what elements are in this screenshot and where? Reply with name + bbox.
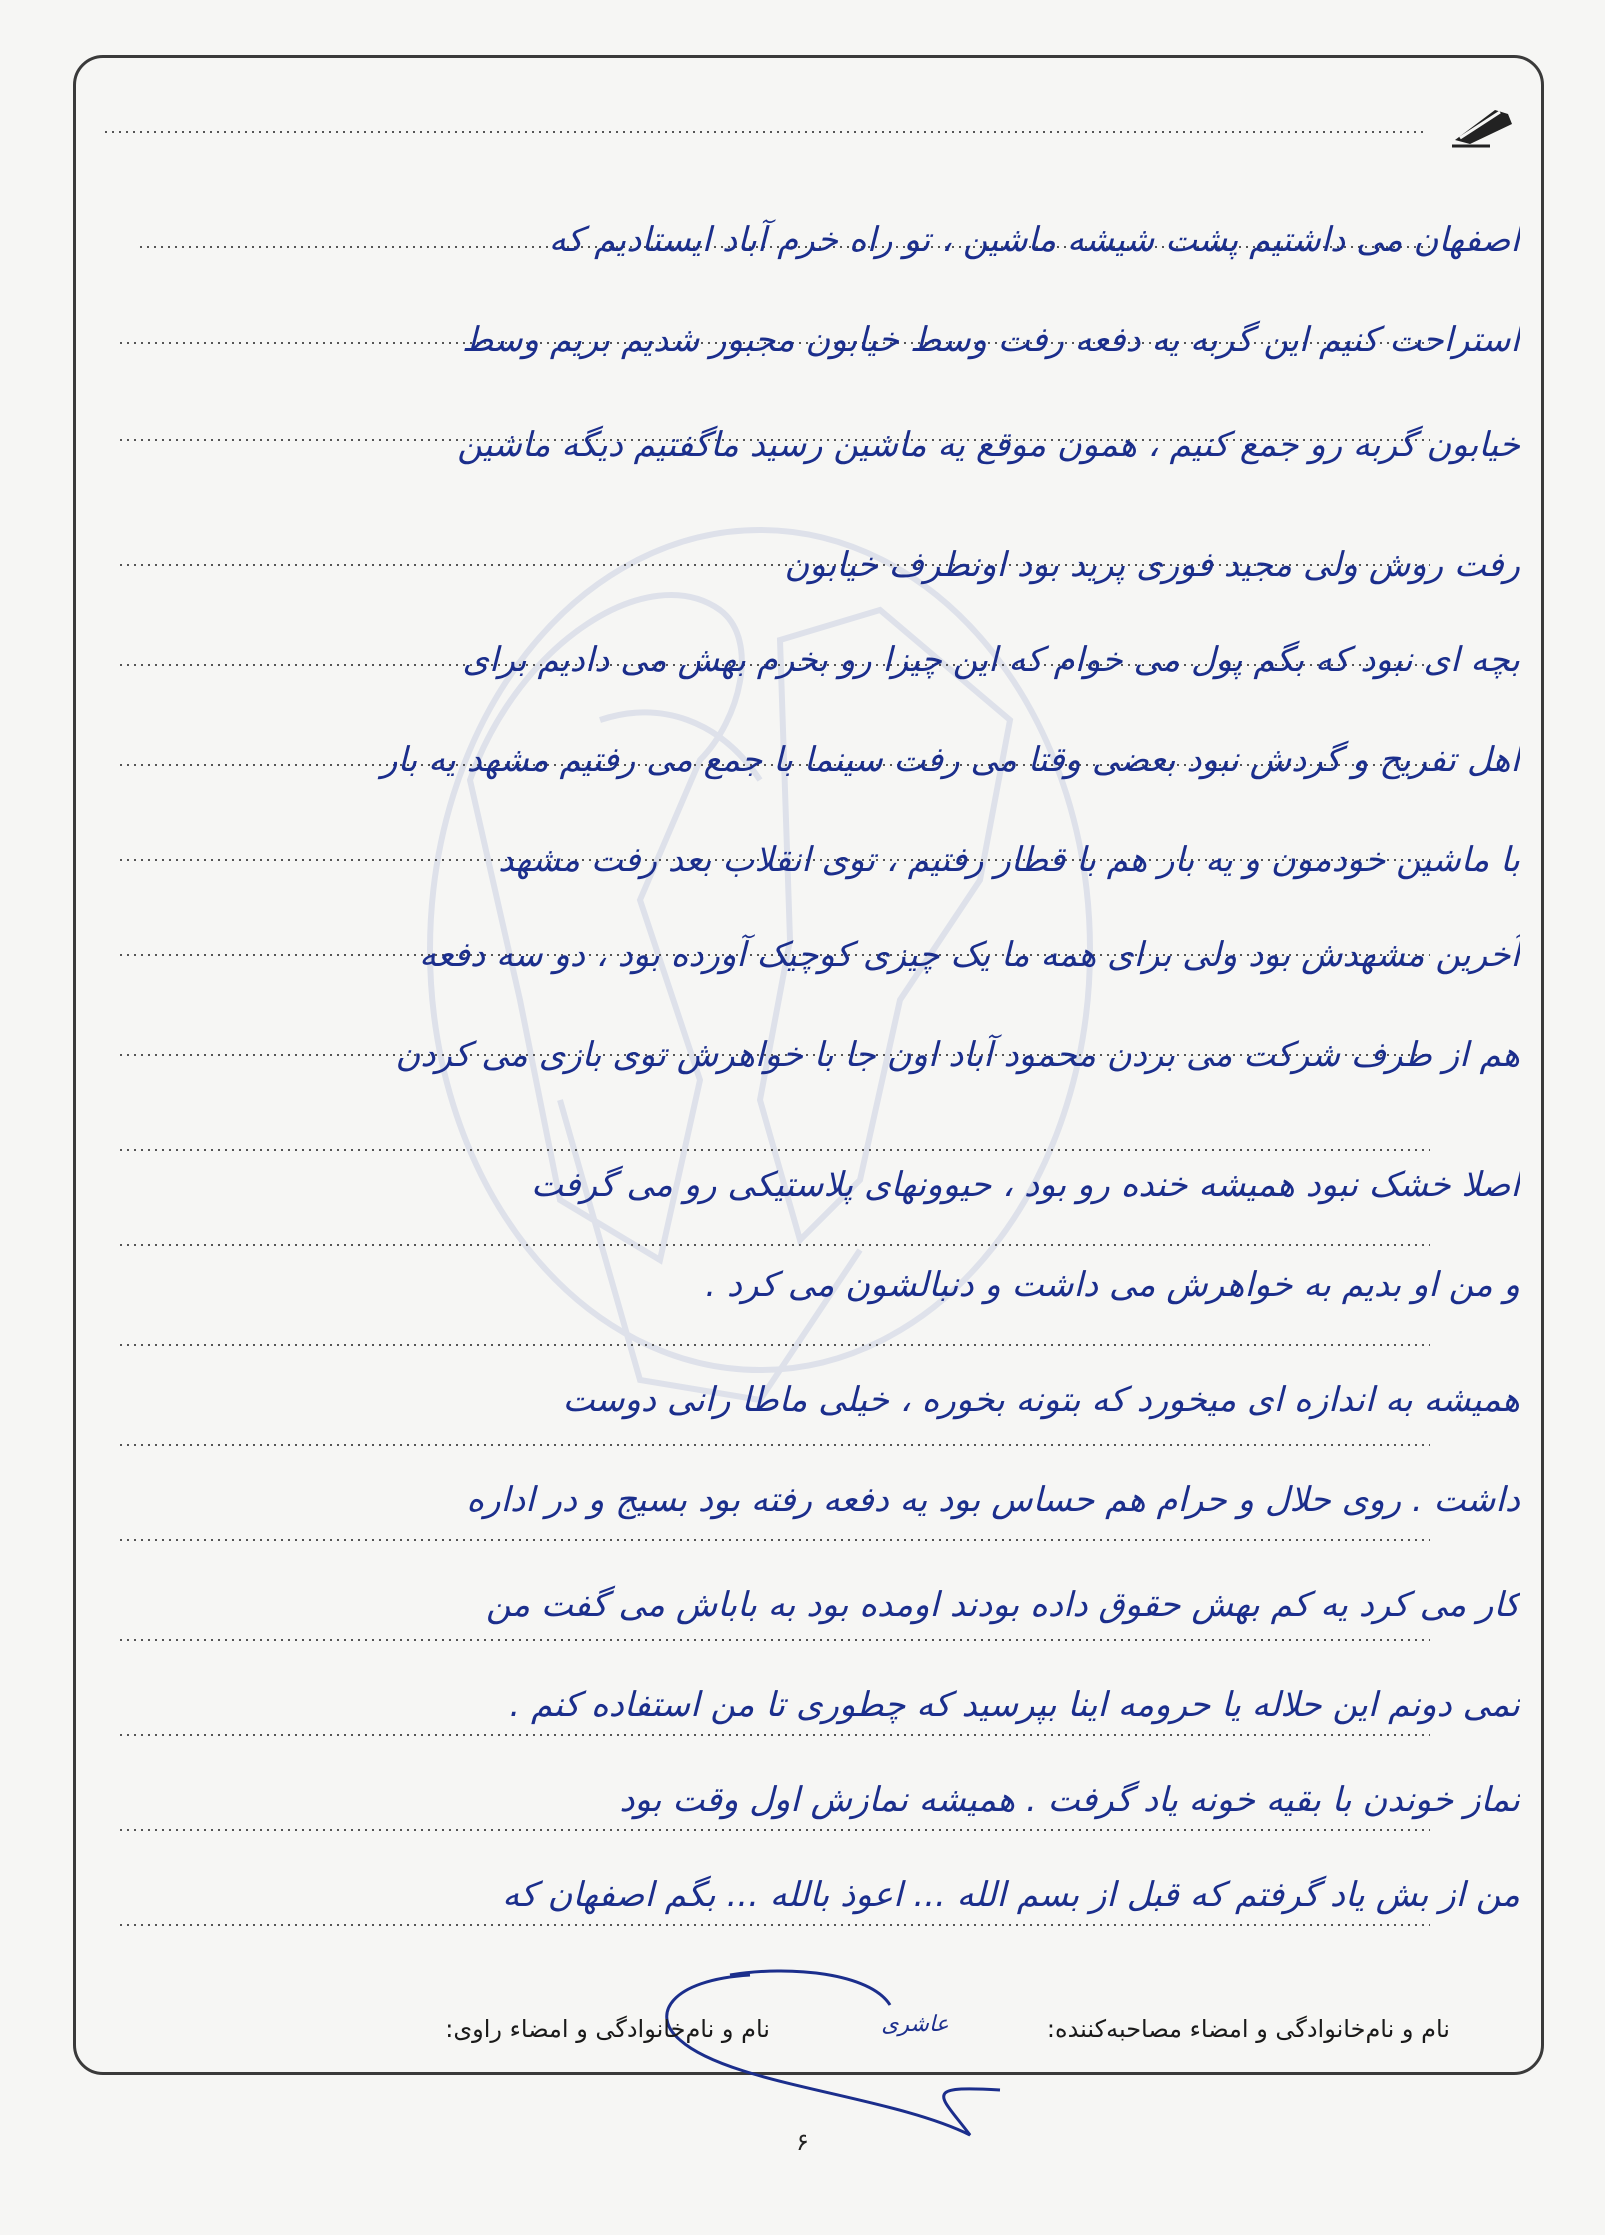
- text-line-7: با ماشین خودمون و یه بار هم با قطار رفتیم ، توی انقلاب بعد رفت مشهد: [498, 840, 1520, 880]
- text-line-14: کار می کرد یه کم بهش حقوق داده بودند اومده بود به باباش می گفت من: [485, 1585, 1520, 1625]
- text-line-11: و من او بدیم به خواهرش می داشت و دنبالشون می کرد .: [705, 1265, 1520, 1305]
- text-line-2: استراحت کنیم این گربه یه دفعه رفت وسط خیابون مجبور شدیم بریم وسط: [461, 320, 1520, 360]
- text-line-5: بچه ای نبود که بگم پول می خوام که این چیزا رو بخرم بهش می دادیم برای: [462, 640, 1520, 680]
- text-line-3: خیابون گربه رو جمع کنیم ، همون موقع یه ماشین رسید ماگفتیم دیگه ماشین: [457, 425, 1520, 465]
- text-line-10: اصلا خشک نبود همیشه خنده رو بود ، حیوونهای پلاستیکی رو می گرفت: [530, 1165, 1520, 1205]
- page-number: ۶: [796, 2128, 809, 2156]
- signature: [640, 1945, 1010, 2145]
- text-line-4: رفت روش ولی مجید فوری پرید بود اونطرف خیابون: [784, 545, 1520, 585]
- text-line-16: نماز خوندن با بقیه خونه یاد گرفت . همیشه نمازش اول وقت بود: [619, 1780, 1520, 1820]
- text-line-15: نمی دونم این حلاله یا حرومه اینا بپرسید که چطوری تا من استفاده کنم .: [509, 1685, 1520, 1725]
- text-line-12: همیشه به اندازه ای میخورد که بتونه بخوره ، خیلی ماطا رانی دوست: [562, 1380, 1520, 1420]
- interviewer-signature-label: نام و نام‌خانوادگی و امضاء مصاحبه‌کننده:: [1046, 2015, 1450, 2043]
- text-line-8: آخرین مشهدش بود ولی برای همه ما یک چیزی کوچیک آورده بود ، دو سه دفعه: [419, 935, 1520, 975]
- text-line-1: اصفهان می داشتیم پشت شیشه ماشین ، تو راه خرم آباد ایستادیم که: [548, 220, 1520, 260]
- interviewer-signature-name: عاشری: [881, 2012, 949, 2037]
- text-line-6: اهل تفریح و گردش نبود بعضی وقتا می رفت سینما با جمع می رفتیم مشهد یه بار: [381, 740, 1520, 780]
- narrator-signature-label: نام و نام‌خانوادگی و امضاء راوی:: [445, 2015, 770, 2043]
- pen-icon: [1450, 100, 1520, 150]
- text-line-17: من از بش یاد گرفتم که قبل از بسم الله ... اعوذ بالله ... بگم اصفهان که: [502, 1875, 1520, 1915]
- text-line-13: داشت . روی حلال و حرام هم حساس بود یه دفعه رفته بود بسیج و در اداره: [466, 1480, 1520, 1520]
- text-line-9: هم از طرف شرکت می بردن محمود آباد اون جا با خواهرش توی بازی می کردن: [395, 1035, 1520, 1075]
